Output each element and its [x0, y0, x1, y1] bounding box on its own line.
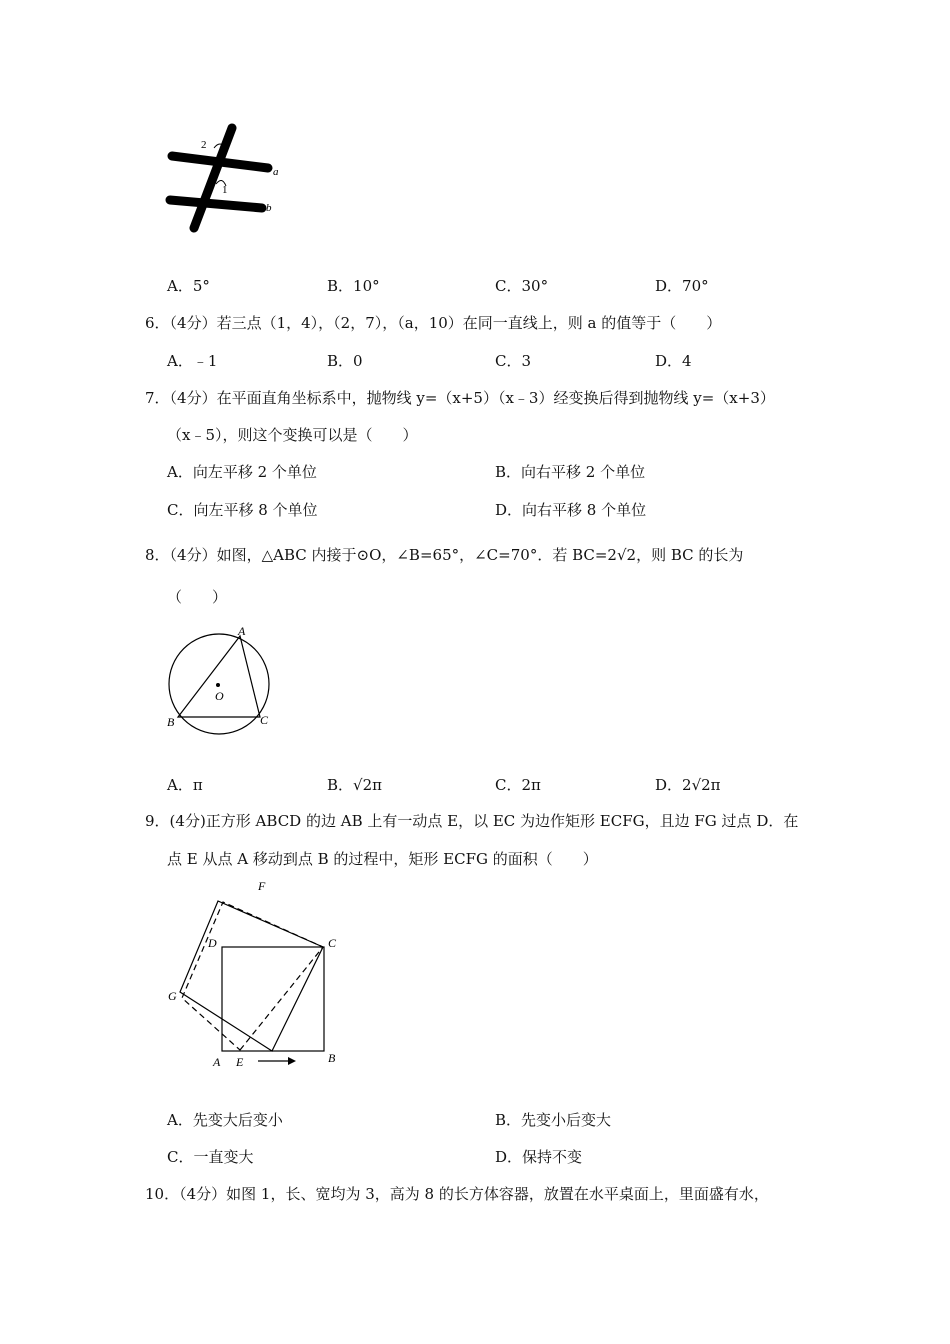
- q8-option-a[interactable]: A．π: [167, 776, 203, 794]
- q5-option-a[interactable]: A．5°: [167, 277, 210, 295]
- label-C: C: [328, 936, 337, 950]
- label-angle-1: 1: [222, 184, 228, 196]
- label-B: B: [167, 715, 175, 729]
- q10-stem-line1: 10．（4分）如图 1，长、宽均为 3，高为 8 的长方体容器，放置在水平桌面上，里面盛有水，: [145, 1185, 769, 1203]
- label-c: c: [230, 124, 235, 136]
- label-b: b: [266, 202, 272, 214]
- q6-option-c[interactable]: C．3: [495, 352, 532, 370]
- q8-stem-line1: 8．（4分）如图，△ABC 内接于⊙O，∠B=65°，∠C=70°．若 BC=2√2，则 BC 的长为: [145, 546, 744, 564]
- q9-option-a[interactable]: A．先变大后变小: [167, 1111, 283, 1129]
- label-D: D: [208, 936, 217, 950]
- q9-option-b[interactable]: B．先变小后变大: [495, 1111, 612, 1129]
- q6-stem: 6．（4分）若三点（1，4），（2，7），（a，10）在同一直线上，则 a 的值等于（ ）: [145, 314, 722, 332]
- q8-stem-line2: （ ）: [167, 588, 228, 606]
- label-a: a: [273, 166, 279, 178]
- parallel-lines-figure: [160, 118, 295, 238]
- q8-option-b[interactable]: B．√2π: [327, 776, 382, 794]
- q9-option-c[interactable]: C．一直变大: [167, 1148, 254, 1166]
- label-C: C: [260, 713, 269, 727]
- q8-option-c[interactable]: C．2π: [495, 776, 541, 794]
- label-B: B: [328, 1051, 336, 1065]
- q7-option-d[interactable]: D．向右平移 8 个单位: [495, 501, 647, 519]
- label-A: A: [238, 624, 246, 638]
- q8-option-d[interactable]: D．2√2π: [655, 776, 721, 794]
- q6-option-a[interactable]: A．﹣1: [167, 352, 218, 370]
- label-A: A: [213, 1055, 221, 1069]
- circle-triangle-figure: [160, 622, 285, 740]
- q6-option-b[interactable]: B．0: [327, 352, 363, 370]
- q7-stem-line1: 7．（4分）在平面直角坐标系中，抛物线 y=（x+5）（x﹣3）经变换后得到抛物线 y=（x+3）: [145, 389, 775, 407]
- q5-option-b[interactable]: B．10°: [327, 277, 380, 295]
- q6-option-d[interactable]: D．4: [655, 352, 692, 370]
- q7-option-c[interactable]: C．向左平移 8 个单位: [167, 501, 318, 519]
- label-O: O: [215, 689, 224, 703]
- q7-option-a[interactable]: A．向左平移 2 个单位: [167, 463, 317, 481]
- q7-stem-line2: （x﹣5），则这个变换可以是（ ）: [167, 426, 418, 444]
- q9-stem-line2: 点 E 从点 A 移动到点 B 的过程中，矩形 ECFG 的面积（ ）: [167, 850, 598, 868]
- label-E: E: [236, 1055, 244, 1069]
- q9-stem-line1: 9．(4分)正方形 ABCD 的边 AB 上有一动点 E，以 EC 为边作矩形 ECFG，且边 FG 过点 D．在: [145, 812, 799, 830]
- label-G: G: [168, 989, 177, 1003]
- q7-option-b[interactable]: B．向右平移 2 个单位: [495, 463, 646, 481]
- label-F: F: [258, 879, 266, 893]
- q5-option-c[interactable]: C．30°: [495, 277, 549, 295]
- q5-option-d[interactable]: D．70°: [655, 277, 709, 295]
- square-rectangle-figure: [160, 876, 350, 1072]
- label-angle-2: 2: [201, 139, 207, 151]
- q9-option-d[interactable]: D．保持不变: [495, 1148, 583, 1166]
